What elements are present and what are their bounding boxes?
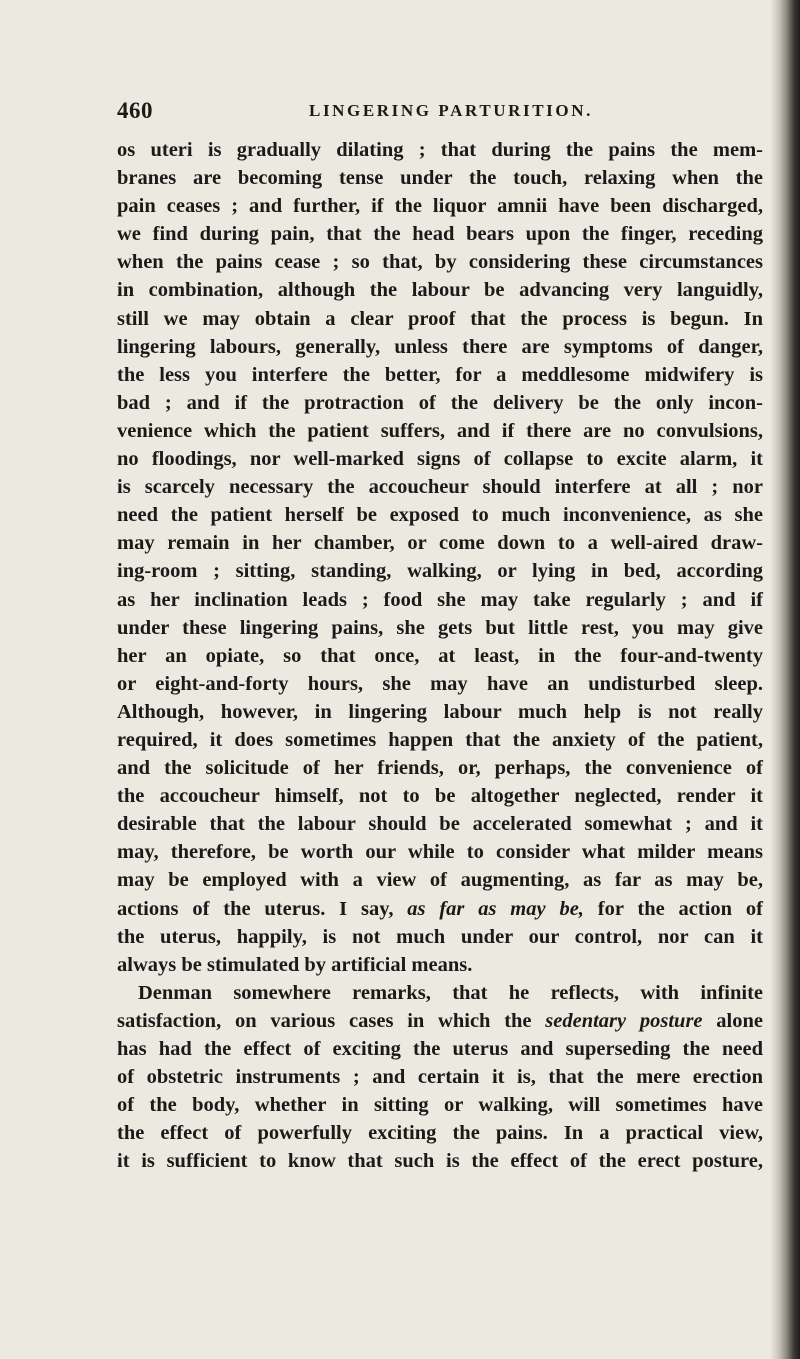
italic-phrase: sedentary posture xyxy=(545,1009,703,1032)
text-line: os uteri is gradually dilating ; that during the pains the mem- xyxy=(117,139,763,161)
text-line: we find during pain, that the head bears upon the finger, receding xyxy=(117,223,763,246)
text-line: is scarcely necessary the accoucheur should interfere at all ; nor xyxy=(117,476,763,499)
page-number: 460 xyxy=(117,98,153,123)
text-line: lingering labours, generally, unless there are symptoms of danger, xyxy=(117,335,763,358)
text-line: under these lingering pains, she gets but little rest, you may give xyxy=(117,616,763,639)
text-line: when the pains cease ; so that, by considering these circumstances xyxy=(117,251,763,274)
text-line: the effect of powerfully exciting the pains. In a practical view, xyxy=(117,1122,763,1145)
text-line: may be employed with a view of augmenting, as far as may be, xyxy=(117,869,763,892)
text-line: Although, however, in lingering labour much help is not really xyxy=(117,700,763,723)
text-line: venience which the patient suffers, and if there are no convulsions, xyxy=(117,419,763,442)
italic-phrase: as far as may be, xyxy=(407,897,584,920)
text-line: the less you interfere the better, for a meddlesome midwifery is xyxy=(117,363,763,386)
text-line: has had the effect of exciting the uterus and superseding the need xyxy=(117,1038,763,1060)
text-line xyxy=(117,895,763,923)
text-line: ing-room ; sitting, standing, walking, or lying in bed, according xyxy=(117,560,763,583)
text-line: need the patient herself be exposed to much inconvenience, as she xyxy=(117,504,763,527)
text-line: pain ceases ; and further, if the liquor amnii have been discharged, xyxy=(117,195,763,218)
text-line: required, it does sometimes happen that the anxiety of the patient, xyxy=(117,728,763,751)
text-line: or eight-and-forty hours, she may have an undisturbed sleep. xyxy=(117,672,763,695)
text-line: no floodings, nor well-marked signs of collapse to excite alarm, it xyxy=(117,448,763,471)
text-line: her an opiate, so that once, at least, in the four-and-twenty xyxy=(117,644,763,667)
text-line: Denman somewhere remarks, that he reflects, with infinite xyxy=(138,981,763,1004)
text-line: the accoucheur himself, not to be altogether neglected, render it xyxy=(117,785,763,808)
text-run: actions of the uterus. I say, xyxy=(117,897,408,920)
text-line: it is sufficient to know that such is the effect of the erect posture, xyxy=(117,1150,763,1173)
text-line: may remain in her chamber, or come down to a well-aired draw- xyxy=(117,532,763,555)
text-line: and the solicitude of her friends, or, perhaps, the convenience of xyxy=(117,757,763,780)
text-line: in combination, although the labour be advancing very languidly, xyxy=(117,279,763,302)
body-text xyxy=(117,136,763,1175)
text-line: desirable that the labour should be accelerated somewhat ; and it xyxy=(117,813,763,836)
running-head: LINGERING PARTURITION. xyxy=(309,101,593,120)
text-line: may, therefore, be worth our while to consider what milder means xyxy=(117,841,763,864)
text-line: always be stimulated by artificial means. xyxy=(117,953,473,976)
page-edge-shadow xyxy=(770,0,800,1359)
text-line: as her inclination leads ; food she may take regularly ; and if xyxy=(117,588,763,611)
text-run: alone xyxy=(702,1009,763,1032)
text-line: branes are becoming tense under the touch, relaxing when the xyxy=(117,167,763,190)
text-run: satisfaction, on various cases in which the xyxy=(117,1009,546,1032)
text-line: of obstetric instruments ; and certain it is, that the mere erection xyxy=(117,1066,763,1089)
text-run: for the action of xyxy=(583,897,763,920)
text-line xyxy=(117,1007,763,1035)
text-line: of the body, whether in sitting or walking, will sometimes have xyxy=(117,1094,763,1117)
text-line: still we may obtain a clear proof that the process is begun. In xyxy=(117,307,763,330)
text-line: bad ; and if the protraction of the delivery be the only incon- xyxy=(117,391,763,414)
text-line: the uterus, happily, is not much under our control, nor can it xyxy=(117,925,763,948)
page-header xyxy=(117,98,763,128)
